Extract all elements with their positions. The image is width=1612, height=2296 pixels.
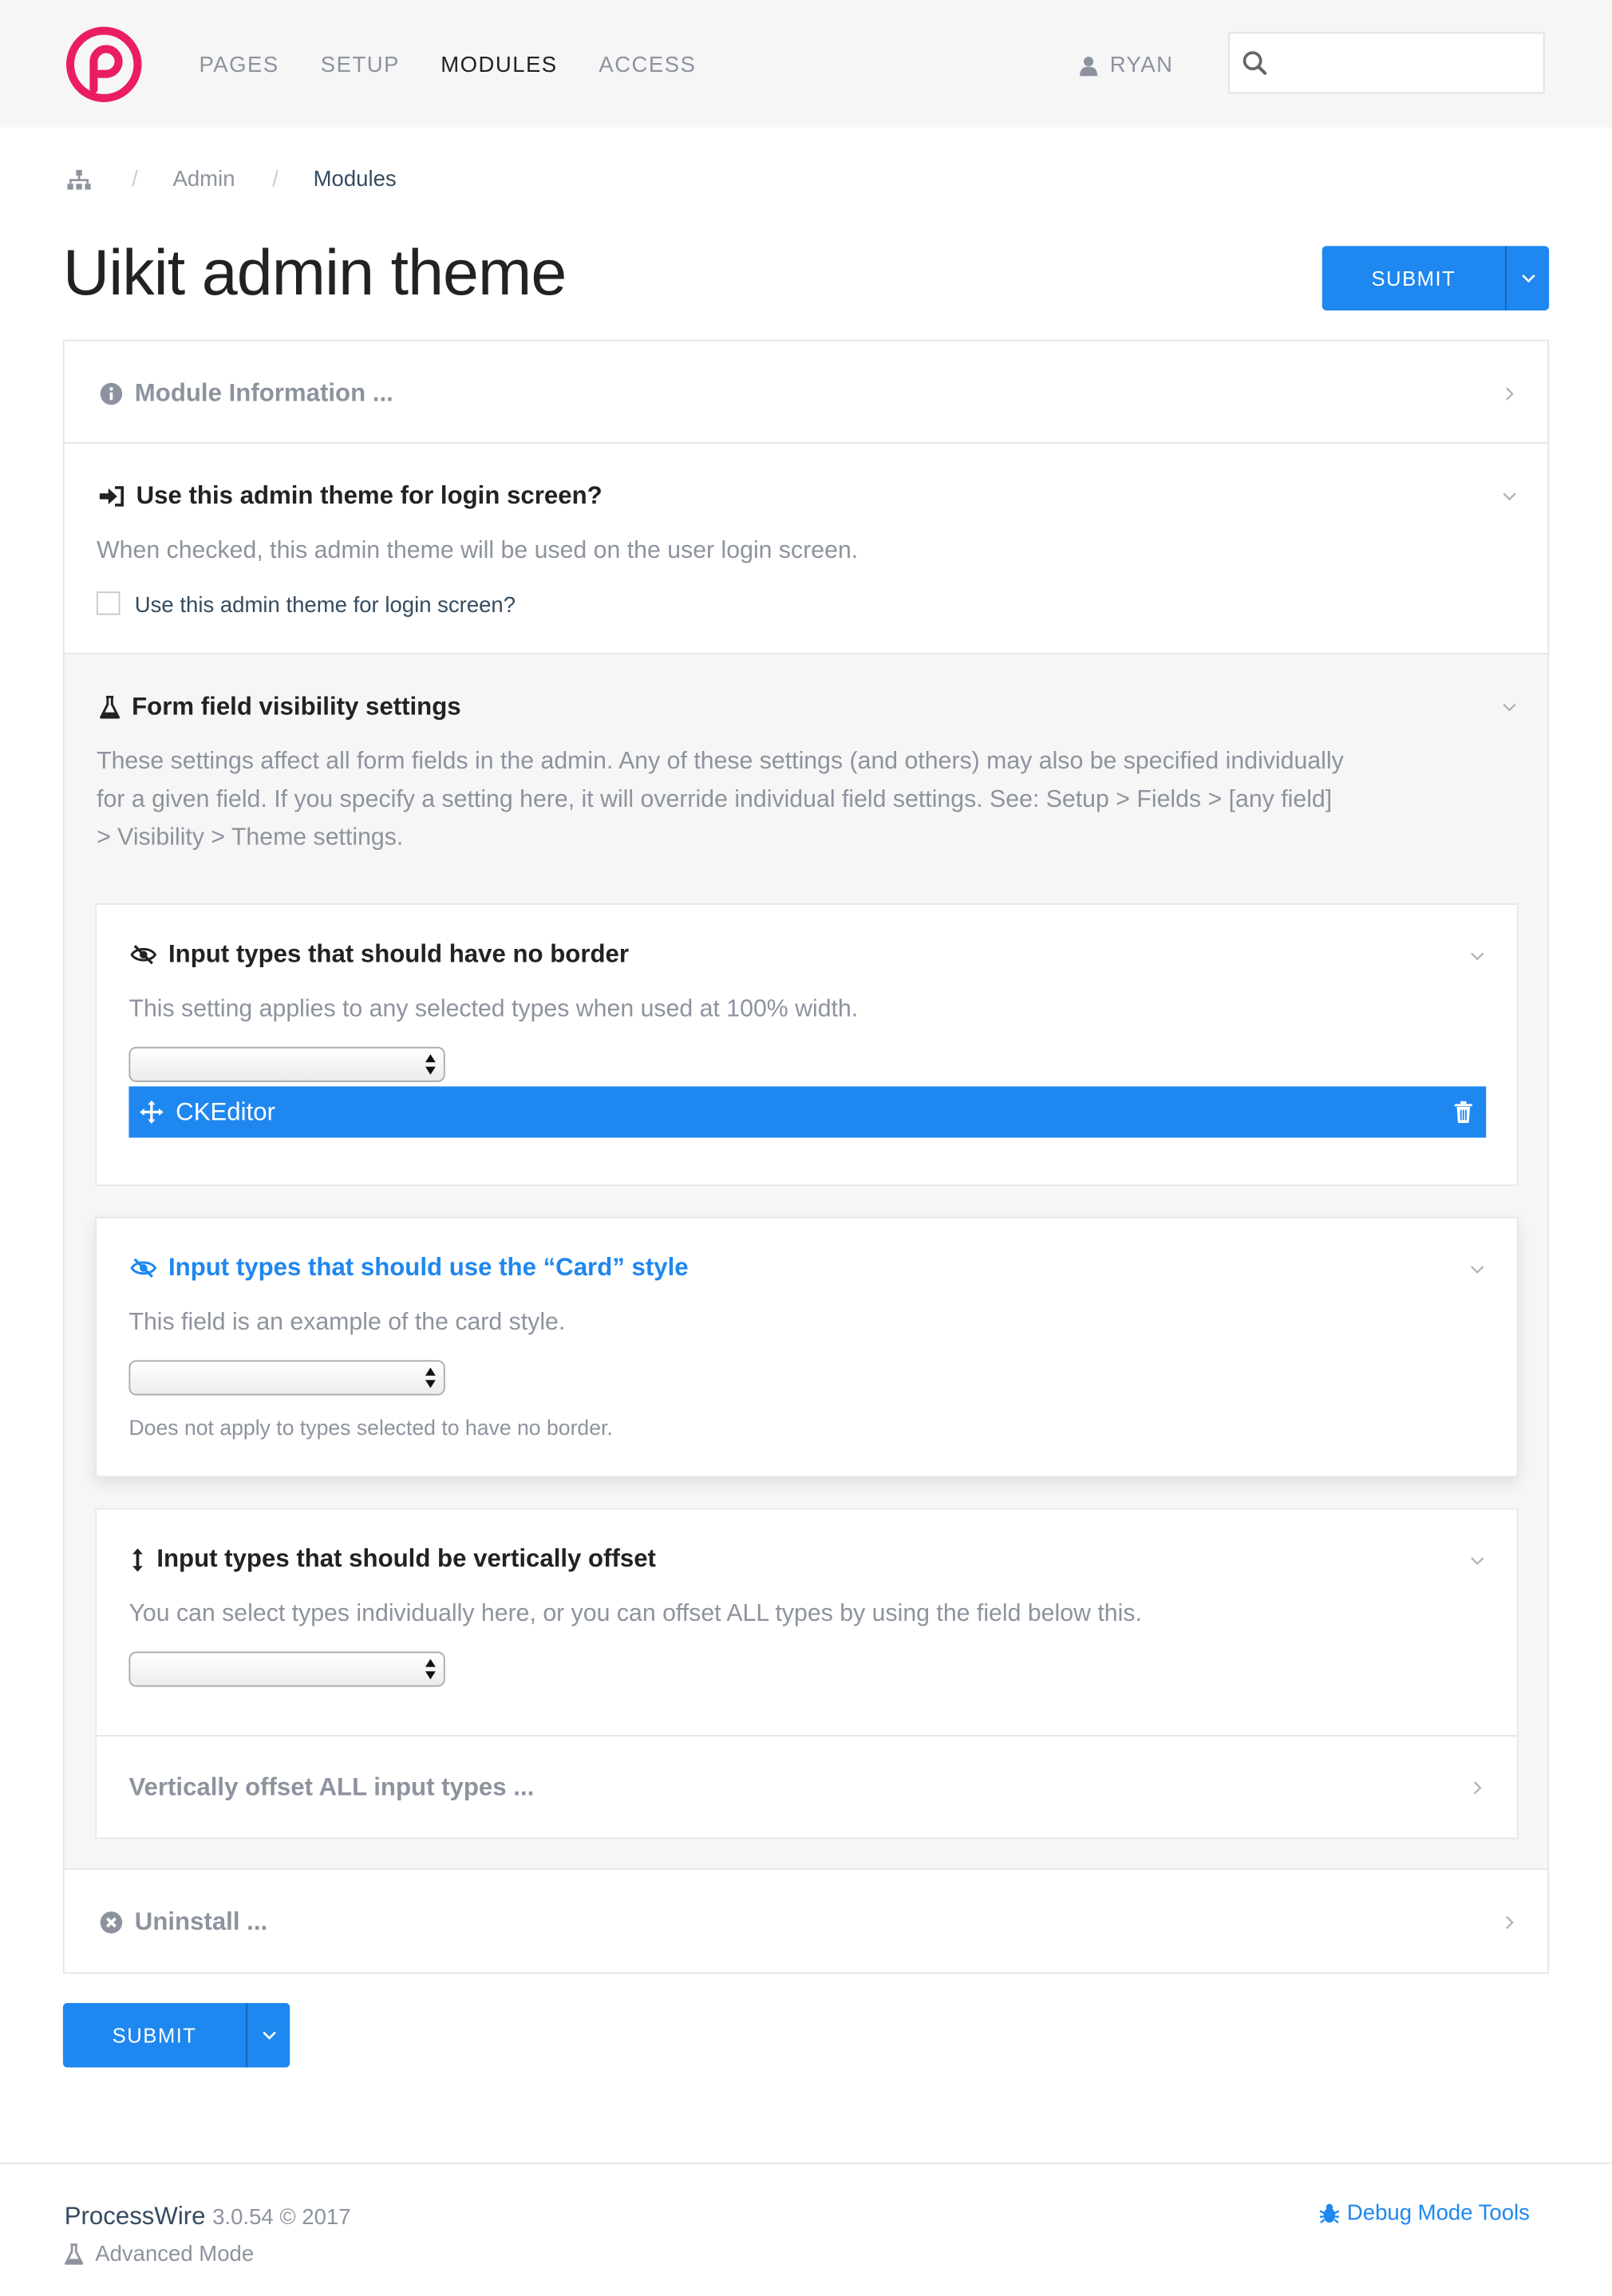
visibility-title: Form field visibility settings <box>132 692 461 721</box>
login-description: When checked, this admin theme will be used on the user login screen. <box>97 537 859 564</box>
footer-version: 3.0.54 © 2017 <box>212 2205 351 2231</box>
flask-icon <box>100 695 121 718</box>
submit-dropdown-toggle[interactable] <box>1505 246 1549 310</box>
breadcrumb-separator: / <box>272 167 279 192</box>
card-style-description: This field is an example of the card style. <box>128 1309 566 1336</box>
offset-header[interactable] <box>130 1545 656 1575</box>
move-icon[interactable] <box>139 1100 164 1124</box>
offset-title: Input types that should be vertically offset <box>156 1544 656 1573</box>
card-style-select[interactable] <box>128 1360 444 1395</box>
breadcrumb-separator: / <box>132 167 138 192</box>
asm-list-item[interactable] <box>128 1086 1486 1137</box>
user-icon <box>1079 55 1098 76</box>
login-section <box>65 444 1548 654</box>
search-box[interactable] <box>1228 32 1544 93</box>
breadcrumb-admin[interactable]: Admin <box>172 167 235 192</box>
arrows-vertical-icon <box>130 1547 144 1571</box>
advanced-mode[interactable] <box>65 2242 254 2266</box>
offset-all-header[interactable] <box>128 1773 534 1803</box>
debug-mode-label: Debug Mode Tools <box>1346 2200 1530 2226</box>
nav-setup[interactable]: SETUP <box>320 53 400 78</box>
offset-field <box>95 1508 1518 1840</box>
submit-dropdown-toggle[interactable] <box>246 2003 290 2068</box>
chevron-right-icon[interactable] <box>1470 1780 1484 1795</box>
no-border-header[interactable] <box>130 940 629 970</box>
select-arrows-icon <box>425 1053 437 1076</box>
footer-divider <box>0 2163 1612 2164</box>
card-style-header[interactable] <box>130 1254 688 1283</box>
card-style-field <box>95 1217 1518 1478</box>
no-border-field <box>95 903 1518 1186</box>
chevron-down-icon[interactable] <box>1470 1263 1484 1277</box>
flask-icon <box>65 2243 84 2266</box>
visibility-header[interactable] <box>100 693 461 722</box>
chevron-down-icon[interactable] <box>1502 489 1516 504</box>
visibility-description-line: These settings affect all form fields in the admin. Any of these settings (and others) may also be specified individually <box>97 748 1344 775</box>
card-style-note: Does not apply to types selected to have no border. <box>128 1417 613 1441</box>
no-border-description: This setting applies to any selected types when used at 100% width. <box>128 995 859 1022</box>
chevron-right-icon[interactable] <box>1502 1915 1516 1930</box>
eye-slash-icon <box>130 944 156 965</box>
card-style-title: Input types that should use the “Card” style <box>168 1253 689 1282</box>
login-header[interactable] <box>100 482 603 512</box>
login-title: Use this admin theme for login screen? <box>136 481 603 510</box>
no-border-title: Input types that should have no border <box>168 939 630 968</box>
nav-pages[interactable]: PAGES <box>199 53 279 78</box>
bug-icon <box>1319 2202 1340 2224</box>
footer-brand <box>65 2202 351 2231</box>
submit-label: SUBMIT <box>1371 266 1456 290</box>
login-checkbox-label[interactable]: Use this admin theme for login screen? <box>134 593 516 618</box>
eye-slash-icon <box>130 1258 156 1278</box>
page-title: Uikit admin theme <box>62 237 567 310</box>
submit-button-top[interactable] <box>1322 246 1549 310</box>
offset-select[interactable] <box>128 1652 444 1687</box>
search-icon <box>1242 49 1268 76</box>
masthead <box>0 0 1612 128</box>
sign-in-icon <box>100 486 124 507</box>
select-arrows-icon <box>425 1658 437 1681</box>
processwire-logo-icon[interactable] <box>65 25 144 104</box>
times-circle-icon <box>100 1911 123 1934</box>
debug-mode-tools[interactable] <box>1319 2201 1530 2226</box>
footer-brand-name[interactable]: ProcessWire <box>64 2202 206 2231</box>
uninstall-header[interactable] <box>100 1908 267 1938</box>
search-input[interactable] <box>1280 45 1535 84</box>
module-info-title: Module Information ... <box>134 379 393 408</box>
uninstall-title: Uninstall ... <box>134 1907 268 1936</box>
chevron-down-icon <box>1520 274 1535 283</box>
no-border-select[interactable] <box>128 1047 444 1082</box>
advanced-mode-label: Advanced Mode <box>95 2241 255 2267</box>
chevron-right-icon[interactable] <box>1502 386 1516 401</box>
nav-modules[interactable]: MODULES <box>441 53 558 78</box>
module-info-section[interactable] <box>65 341 1548 443</box>
breadcrumb-modules[interactable]: Modules <box>313 167 397 192</box>
trash-icon[interactable] <box>1454 1101 1473 1124</box>
nav-access[interactable]: ACCESS <box>599 53 697 78</box>
visibility-description-line: for a given field. If you specify a setting here, it will override individual field settings. See: Setup > Fields > [any field] <box>97 786 1333 813</box>
submit-label: SUBMIT <box>112 2023 197 2047</box>
offset-all-title: Vertically offset ALL input types ... <box>128 1772 535 1801</box>
info-circle-icon <box>100 382 123 405</box>
offset-description: You can select types individually here, or you can offset ALL types by using the field below this. <box>128 1600 1142 1627</box>
chevron-down-icon[interactable] <box>1502 700 1516 714</box>
submit-button-bottom[interactable] <box>63 2003 290 2068</box>
chevron-down-icon[interactable] <box>1470 949 1484 963</box>
user-menu[interactable] <box>1079 53 1173 77</box>
visibility-description <box>97 742 1524 856</box>
module-info-header[interactable] <box>100 379 393 409</box>
module-config-form <box>63 340 1549 1974</box>
visibility-description-line: > Visibility > Theme settings. <box>97 824 404 851</box>
user-name: RYAN <box>1109 53 1174 78</box>
visibility-section <box>65 654 1548 1870</box>
chevron-down-icon <box>261 2031 275 2040</box>
login-checkbox[interactable] <box>97 591 120 615</box>
chevron-down-icon[interactable] <box>1470 1554 1484 1568</box>
uninstall-section[interactable] <box>65 1870 1548 1972</box>
sitemap-icon[interactable] <box>67 170 90 191</box>
divider <box>97 1735 1517 1737</box>
asm-item-label: CKEditor <box>176 1097 275 1125</box>
select-arrows-icon <box>425 1366 437 1389</box>
